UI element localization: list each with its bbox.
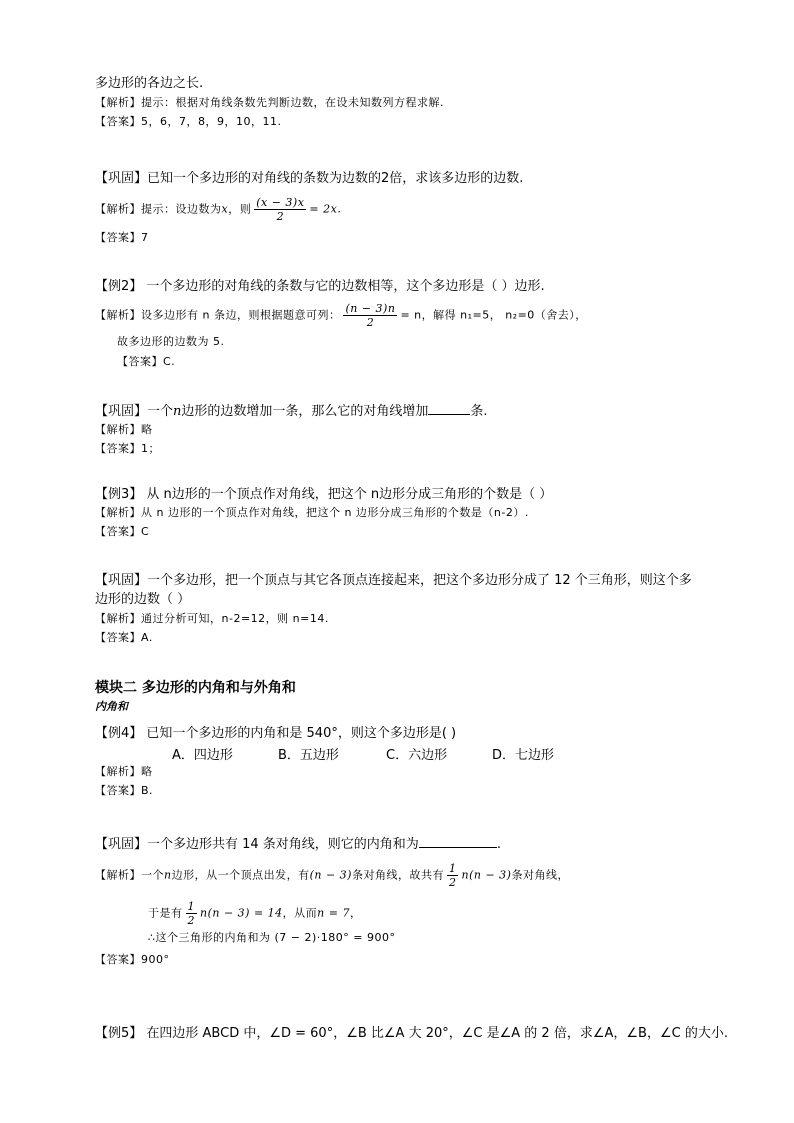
answer-line: 【答案】5，6，7，8，9，10，11.: [95, 115, 282, 128]
question-line: 【例2】 一个多边形的对角线的条数与它的边数相等，这个多边形是（ ）边形.: [95, 279, 545, 294]
answer-line: 【答案】C: [95, 525, 150, 538]
analysis-text: 【解析】提示：设边数为: [95, 202, 222, 216]
analysis-text: 条对角线，故共有: [351, 868, 444, 882]
text-line: 多边形的各边之长.: [95, 76, 204, 91]
fraction-numerator: 1: [448, 862, 457, 875]
equation: n(n − 3) = 14: [200, 906, 283, 920]
option-b: B．五边形: [278, 748, 339, 763]
question-text: 边形的边数增加一条，那么它的对角线增加: [181, 404, 429, 419]
answer-line: 【答案】C.: [117, 355, 176, 368]
analysis-line: [95, 302, 587, 329]
analysis-line: [95, 862, 569, 889]
answer-line: 【答案】A.: [95, 631, 153, 644]
fraction: [447, 862, 459, 889]
analysis-line: 【解析】提示：根据对角线条数先判断边数，在设未知数列方程求解.: [95, 96, 444, 109]
fill-blank: [428, 402, 470, 415]
answer-line: 【答案】B.: [95, 784, 154, 797]
analysis-text: ，从而: [282, 906, 318, 920]
analysis-text: ，则: [228, 202, 252, 216]
module-subheading: 内角和: [95, 700, 128, 713]
fraction-denominator: 2: [187, 914, 195, 927]
analysis-text: 边形，从一个顶点出发，有: [171, 868, 310, 882]
module-heading: 模块二 多边形的内角和与外角和: [95, 680, 296, 696]
analysis-line: 【解析】略: [95, 423, 153, 436]
analysis-text: 【解析】设多边形有 n 条边，则根据题意可列：: [95, 308, 341, 322]
analysis-line: 【解析】略: [95, 765, 153, 778]
option-c: C．六边形: [386, 748, 448, 763]
fraction: [343, 302, 397, 329]
analysis-line: 【解析】从 n 边形的一个顶点作对角线，把这个 n 边形分成三角形的个数是（n-2）.: [95, 506, 529, 519]
fraction-denominator: 2: [366, 316, 375, 329]
analysis-text: 条对角线，: [511, 868, 569, 882]
fraction-denominator: 2: [448, 876, 457, 889]
fraction-numerator: (n − 3)n: [345, 302, 396, 315]
answer-line: 【答案】900°: [95, 953, 170, 966]
question-line: 【例4】 已知一个多边形的内角和是 540°，则这个多边形是( ): [95, 726, 457, 741]
analysis-text: 【解析】一个: [95, 868, 164, 882]
answer-line: 【答案】7: [95, 231, 149, 244]
analysis-text: 于是有: [148, 906, 183, 920]
question-line: 【例3】 从 n边形的一个顶点作对角线，把这个 n边形分成三角形的个数是（ ）: [95, 487, 553, 502]
option-d: D．七边形: [492, 748, 555, 763]
question-text: .: [496, 837, 501, 852]
fill-blank: [419, 835, 497, 848]
analysis-line: [95, 196, 341, 223]
question-line: 边形的边数（ ）: [95, 592, 191, 607]
analysis-line: 故多边形的边数为 5.: [117, 335, 225, 348]
variable: n: [173, 404, 182, 419]
fraction-numerator: 1: [187, 900, 195, 913]
question-line: 【例5】 在四边形 ABCD 中，∠D = 60°，∠B 比∠A 大 20°，∠C 是∠A 的 2 倍，求∠A，∠B，∠C 的大小.: [95, 1026, 728, 1041]
question-line: 【巩固】一个多边形，把一个顶点与其它各顶点连接起来，把这个多边形分成了 12 个三角形，则这个多: [95, 573, 692, 588]
equation: n = 7: [317, 906, 350, 920]
question-text: 条.: [470, 404, 488, 419]
option-a: A．四边形: [172, 748, 233, 763]
question-line: [95, 402, 488, 421]
fraction-denominator: 2: [276, 210, 285, 223]
fraction: [254, 196, 306, 223]
equation: = 2x.: [309, 202, 342, 216]
analysis-line: [148, 900, 361, 927]
expression: n(n − 3): [461, 868, 512, 882]
variable: n: [164, 868, 172, 882]
question-text: 【巩固】一个多边形共有 14 条对角线，则它的内角和为: [95, 837, 419, 852]
analysis-text: = n，解得 n₁=5， n₂=0（舍去），: [400, 308, 587, 322]
analysis-text: ，: [349, 906, 362, 920]
fraction-numerator: (x − 3)x: [256, 196, 305, 209]
analysis-line: 【解析】通过分析可知，n-2=12，则 n=14.: [95, 612, 329, 625]
expression: (n − 3): [309, 868, 352, 882]
analysis-line: ∴这个三角形的内角和为 (7 − 2)·180° = 900°: [148, 931, 396, 944]
question-line: [95, 835, 501, 854]
question-text: 【巩固】一个: [95, 404, 174, 419]
answer-line: 【答案】1；: [95, 442, 160, 455]
fraction: [186, 900, 198, 927]
variable: x: [221, 202, 229, 216]
question-line: 【巩固】已知一个多边形的对角线的条数为边数的2倍，求该多边形的边数.: [95, 171, 524, 186]
